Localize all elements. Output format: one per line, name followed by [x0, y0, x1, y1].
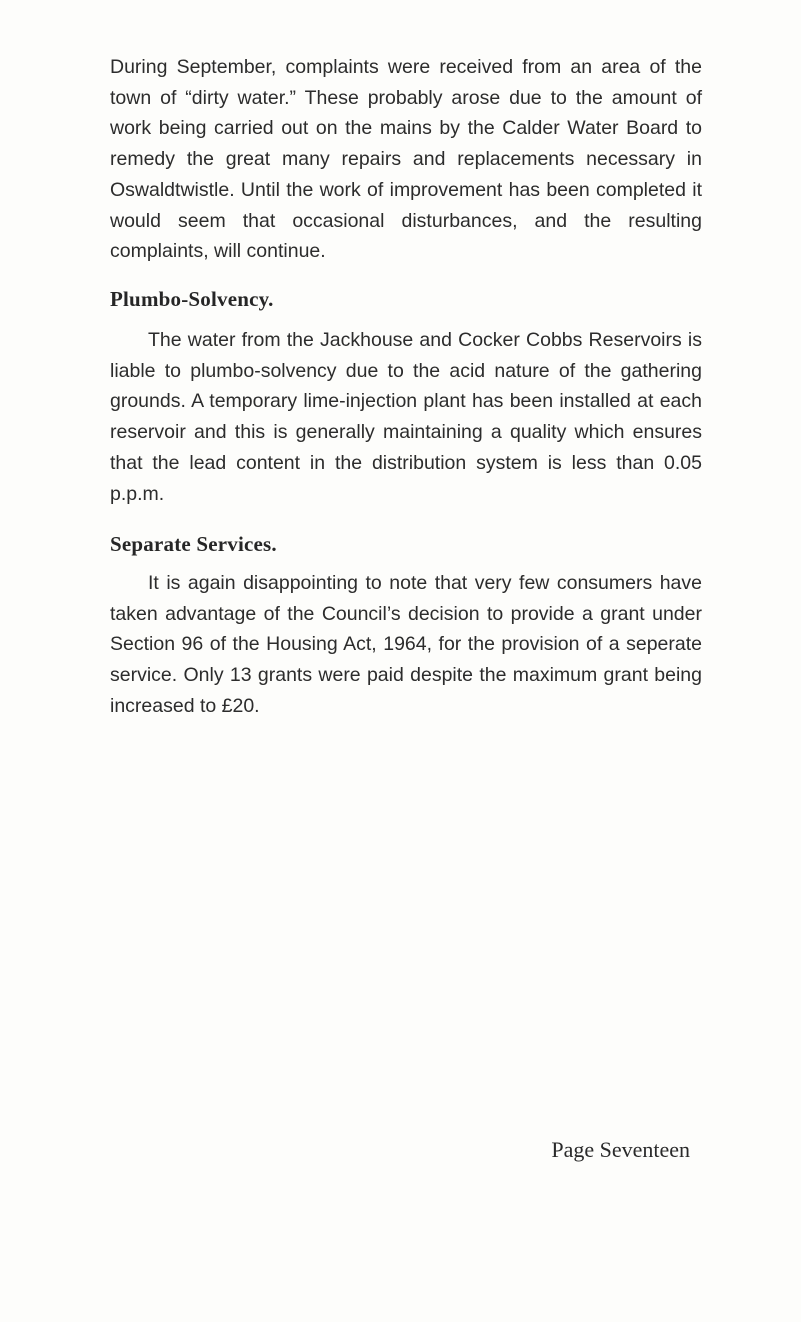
plumbo-solvency-paragraph: The water from the Jackhouse and Cocker Cobbs Reservoirs is liable to plumbo-solvency due to the acid nature of the gathering grounds. A temporary lime-injection plant has been installed at each reservoir and this is generally maintaining a quality which ensures that the lead content in the distribution system is less than 0.05 p.p.m.	[110, 329, 702, 505]
heading-separate-services: Separate Services.	[110, 532, 277, 556]
intro-paragraph: During September, complaints were received from an area of the town of “dirty water.” These probably arose due to the amount of work being carried out on the mains by the Calder Water Board to remedy the great many repairs and replacements necessary in Oswaldtwistle. Until the work of improvement has been completed it would seem that occasional disturbances, and the resulting complaints, will continue.	[110, 56, 702, 263]
page-number: Page Seventeen	[551, 1137, 690, 1162]
heading-plumbo-solvency: Plumbo-Solvency.	[110, 287, 274, 311]
separate-services-paragraph: It is again disappointing to note that very few consumers have taken advantage of the Council’s decision to provide a grant under Section 96 of the Housing Act, 1964, for the provision of a seperate service. Only 13 grants were paid despite the maximum grant being increased to £20.	[110, 572, 702, 717]
